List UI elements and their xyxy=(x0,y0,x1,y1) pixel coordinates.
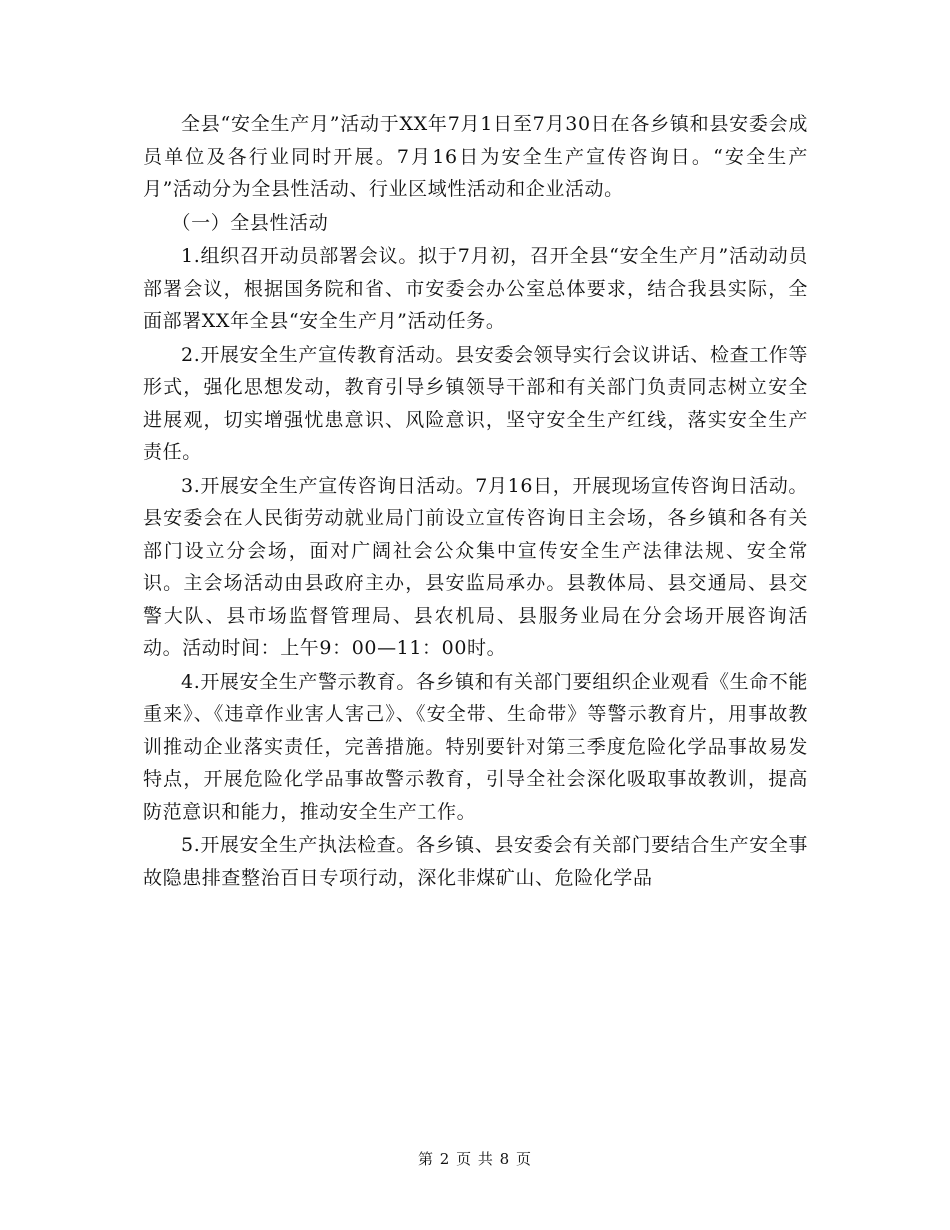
paragraph-item-1: 1.组织召开动员部署会议。拟于7月初，召开全县“安全生产月”活动动员部署会议，根据国务院和省、市安委会办公室总体要求，结合我县实际，全面部署XX年全县“安全生产月”活动任务。 xyxy=(143,245,808,332)
paragraph-item-3: 3.开展安全生产宣传咨询日活动。7月16日，开展现场宣传咨询日活动。县安委会在人民街劳动就业局门前设立宣传咨询日主会场，各乡镇和各有关部门设立分会场，面对广阔社会公众集中宣传安全生产法律法规、安全常识。主会场活动由县政府主办，县安监局承办。县教体局、县交通局、县交警大队、县市场监督管理局、县农机局、县服务业局在分会场开展咨询活动。活动时间：上午9：00—11：00时。 xyxy=(143,474,808,659)
paragraph-item-4: 4.开展安全生产警示教育。各乡镇和有关部门要组织企业观看《生命不能重来》、《违章作业害人害己》、《安全带、生命带》等警示教育片，用事故教训推动企业落实责任，完善措施。特别要针对第三季度危险化学品事故易发特点，开展危险化学品事故警示教育，引导全社会深化吸取事故教训，提高防范意识和能力，推动安全生产工作。 xyxy=(143,670,808,823)
paragraph-item-2: 2.开展安全生产宣传教育活动。县安委会领导实行会议讲话、检查工作等形式，强化思想发动，教育引导乡镇领导干部和有关部门负责同志树立安全进展观，切实增强忧患意识、风险意识，坚守安全生产红线，落实安全生产责任。 xyxy=(143,343,808,463)
paragraph-intro: 全县“安全生产月”活动于XX年7月1日至7月30日在各乡镇和县安委会成员单位及各行业同时开展。7月16日为安全生产宣传咨询日。“安全生产月”活动分为全县性活动、行业区域性活动和企业活动。 xyxy=(143,113,808,200)
section-heading: （一）全县性活动 xyxy=(171,211,329,234)
paragraph-item-5: 5.开展安全生产执法检查。各乡镇、县安委会有关部门要结合生产安全事故隐患排查整治百日专项行动，深化非煤矿山、危险化学品 xyxy=(143,834,808,889)
document-body xyxy=(143,108,808,895)
page-footer: 第 2 页 共 8 页 xyxy=(418,1150,532,1168)
